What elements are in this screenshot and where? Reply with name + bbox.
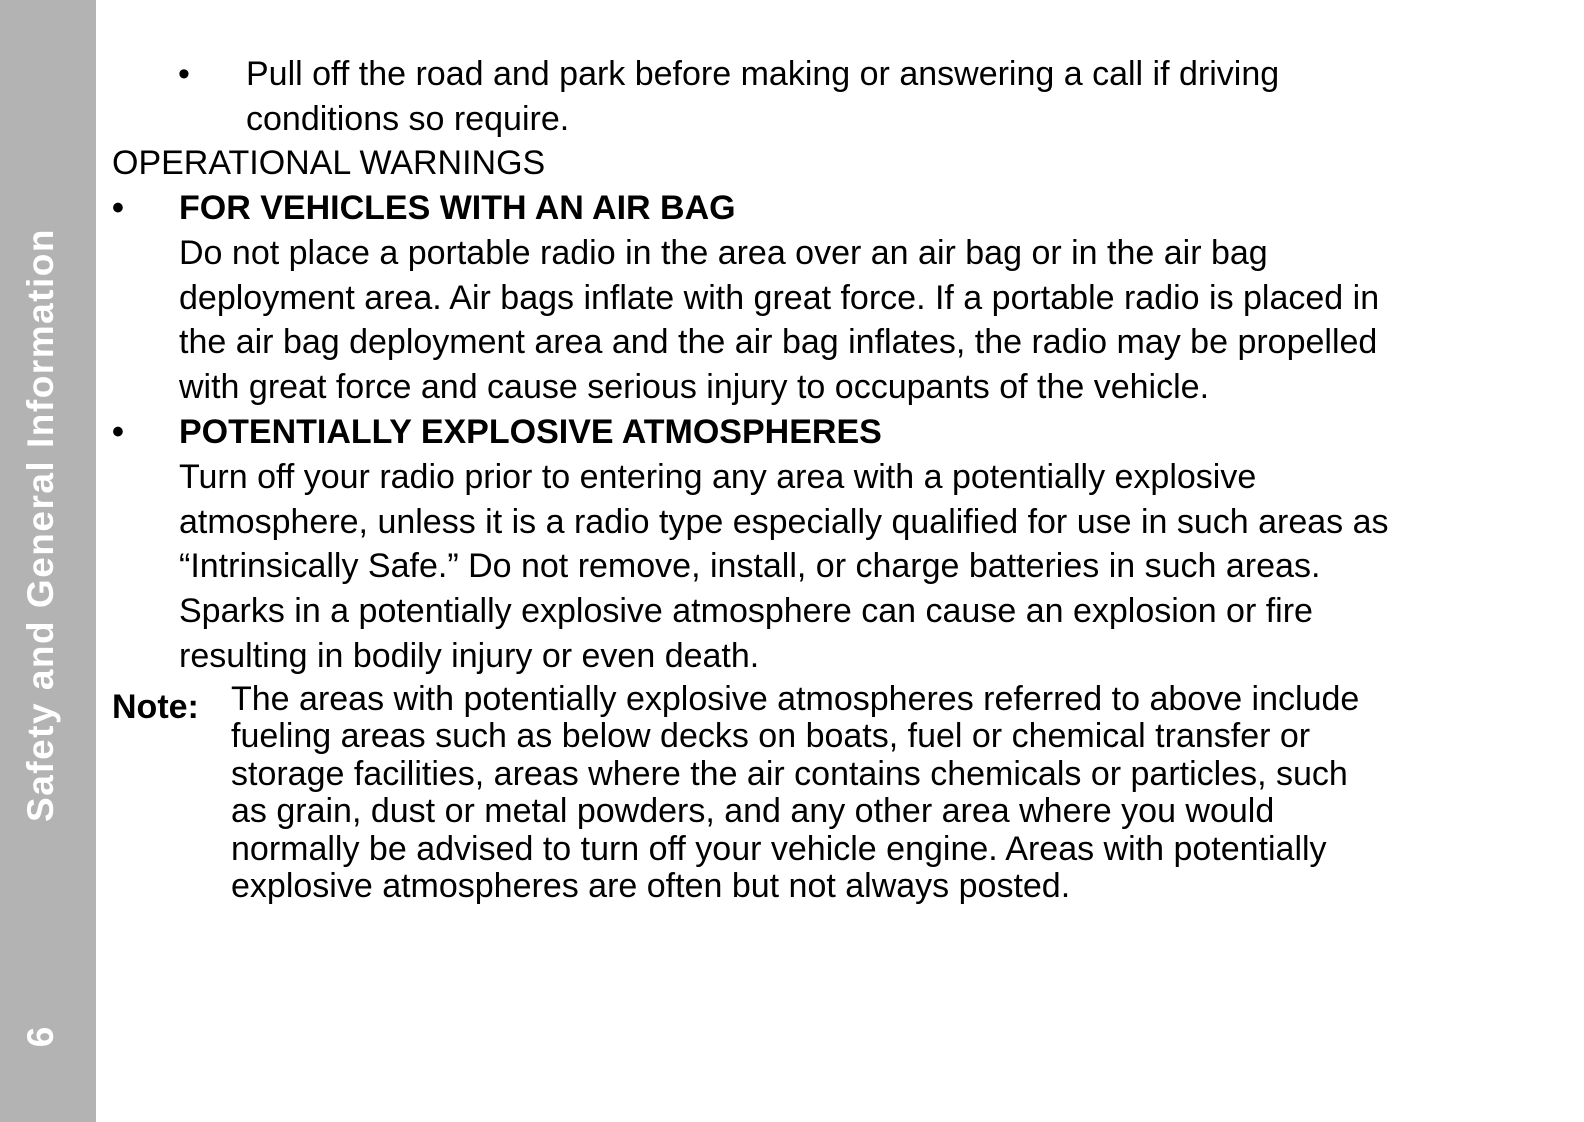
warning-line: resulting in bodily injury or even death. <box>179 637 760 675</box>
bullet-glyph: • <box>178 55 190 93</box>
warning-line: deployment area. Air bags inflate with great force. If a portable radio is placed in <box>179 279 1380 317</box>
bullet-glyph: • <box>112 413 124 451</box>
note-line: normally be advised to turn off your vehicle engine. Areas with potentially <box>231 830 1327 868</box>
section-title: Safety and General Information <box>20 228 61 822</box>
warning-line: with great force and cause serious injury to occupants of the vehicle. <box>179 368 1210 406</box>
warning-title-air-bag: FOR VEHICLES WITH AN AIR BAG <box>179 189 736 227</box>
warning-line: “Intrinsically Safe.” Do not remove, install, or charge batteries in such areas. <box>179 547 1321 585</box>
warning-line: the air bag deployment area and the air bag inflates, the radio may be propelled <box>179 323 1378 361</box>
note-line: explosive atmospheres are often but not always posted. <box>231 867 1071 905</box>
note-line: The areas with potentially explosive atmospheres referred to above include <box>231 680 1360 718</box>
warning-title-explosive: POTENTIALLY EXPLOSIVE ATMOSPHERES <box>179 413 882 451</box>
warning-line: Turn off your radio prior to entering any area with a potentially explosive <box>179 458 1257 496</box>
note-label: Note: <box>112 688 199 726</box>
warning-line: Do not place a portable radio in the area over an air bag or in the air bag <box>179 234 1268 272</box>
section-heading: OPERATIONAL WARNINGS <box>112 144 546 182</box>
intro-line-1: Pull off the road and park before making or answering a call if driving <box>246 55 1280 93</box>
note-line: fueling areas such as below decks on boats, fuel or chemical transfer or <box>231 717 1311 755</box>
page-number: 6 <box>20 1026 61 1048</box>
note-line: as grain, dust or metal powders, and any other area where you would <box>231 792 1275 830</box>
bullet-glyph: • <box>112 189 124 227</box>
warning-line: atmosphere, unless it is a radio type especially qualified for use in such areas as <box>179 503 1389 541</box>
warning-line: Sparks in a potentially explosive atmosphere can cause an explosion or fire <box>179 592 1313 630</box>
intro-line-2: conditions so require. <box>246 100 570 138</box>
note-line: storage facilities, areas where the air contains chemicals or particles, such <box>231 755 1348 793</box>
